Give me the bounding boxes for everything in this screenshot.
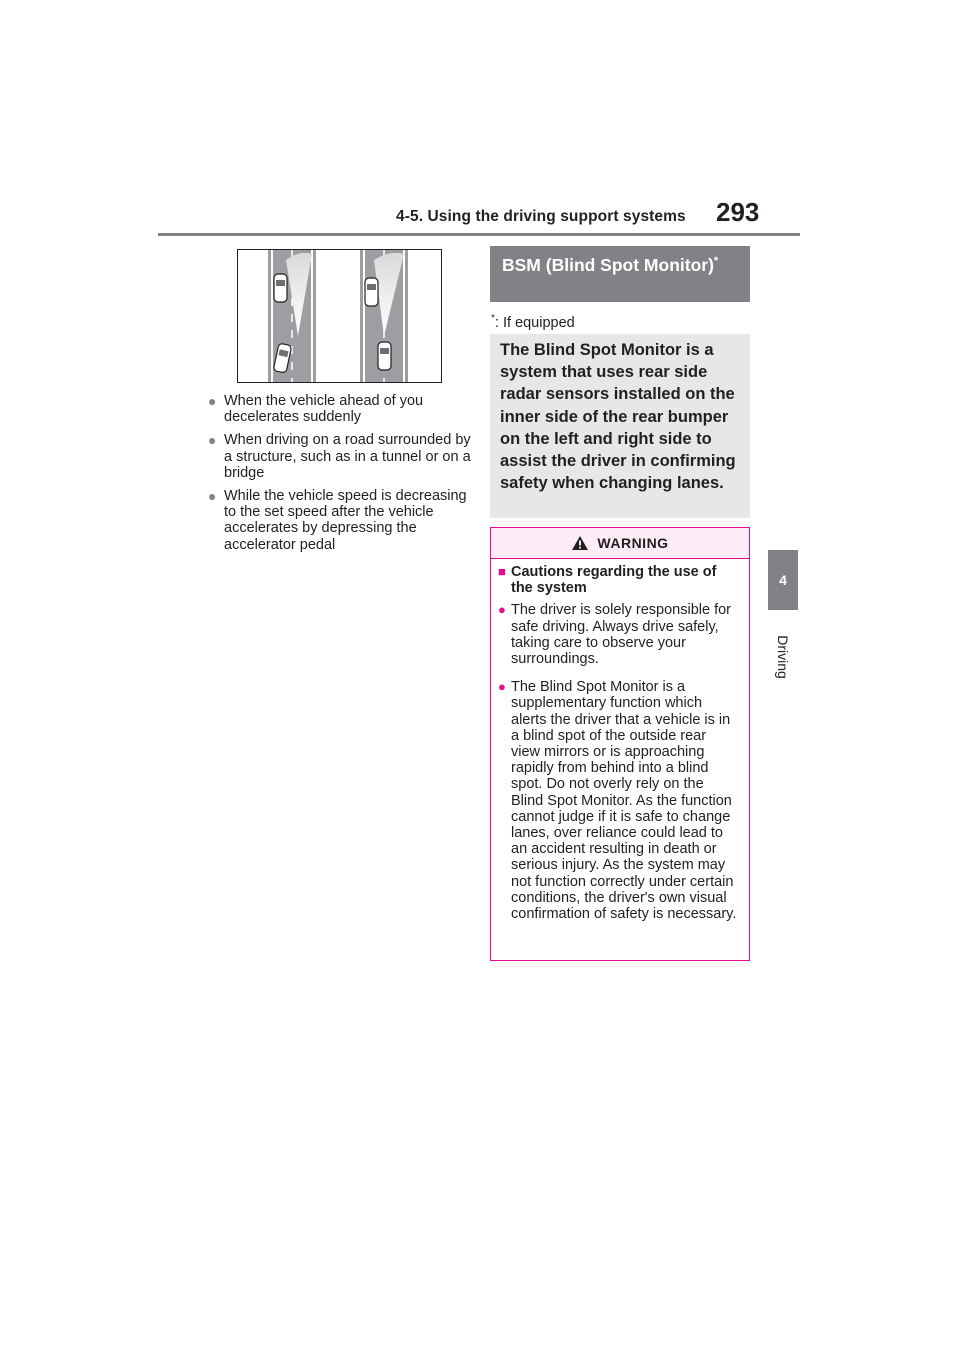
page-number: 293 bbox=[716, 197, 760, 227]
warning-subheading-text: Cautions regarding the use of the system bbox=[511, 564, 717, 597]
list-item-text: When the vehicle ahead of you decelerates suddenly bbox=[224, 393, 424, 426]
footnote-mark: * bbox=[491, 313, 495, 324]
bullet-icon: ● bbox=[498, 602, 506, 618]
list-item-text: When driving on a road surrounded by a structure, such as in a tunnel or on a bridge bbox=[224, 432, 471, 481]
footnote-text: : If equipped bbox=[494, 314, 575, 331]
car-ahead-right bbox=[365, 278, 378, 306]
chapter-tab bbox=[768, 550, 798, 610]
section-title: 4-5. Using the driving support systems bbox=[396, 208, 686, 225]
bullet-icon: ● bbox=[498, 679, 506, 695]
warning-body bbox=[491, 559, 749, 922]
car-ahead-left bbox=[274, 274, 287, 302]
warning-box bbox=[490, 527, 750, 961]
list-item bbox=[208, 488, 476, 553]
radar-illustration bbox=[237, 249, 442, 383]
intro-box bbox=[490, 334, 750, 518]
list-item-text: While the vehicle speed is decreasing to the set speed after the vehicle accelerates by depressing the accelerator pedal bbox=[224, 488, 467, 553]
warning-item-text: The driver is solely responsible for safe driving. Always drive safely, taking care to observe your surroundings. bbox=[511, 602, 732, 668]
condition-list bbox=[208, 393, 476, 560]
chapter-number: 4 bbox=[779, 572, 787, 588]
list-item bbox=[498, 679, 739, 922]
list-item bbox=[208, 432, 476, 481]
heading-text: BSM (Blind Spot Monitor) bbox=[502, 254, 714, 275]
list-item bbox=[208, 393, 476, 425]
warning-subheading bbox=[498, 564, 739, 596]
list-item bbox=[498, 602, 739, 667]
section-heading bbox=[490, 246, 750, 302]
road-illustration bbox=[238, 250, 441, 382]
warning-item-text: The Blind Spot Monitor is a supplementary function which alerts the driver that a vehicle is in a blind spot of the outside rear view mirrors or is approaching rapidly from behind into a blind spot. Do not overly rely on the Blind Spot Monitor. As the function cannot judge if it is safe to change lanes, over reliance could lead to an accident resulting in death or serious injury. As the system may not function correctly under certain conditions, the driver's own visual confirmation of safety is necessary. bbox=[511, 679, 737, 923]
square-bullet-icon: ■ bbox=[498, 564, 506, 579]
bullet-icon: ● bbox=[208, 432, 217, 449]
chapter-label: Driving bbox=[775, 635, 792, 679]
footnote bbox=[491, 313, 575, 331]
warning-triangle-icon bbox=[571, 535, 589, 551]
bullet-icon: ● bbox=[208, 488, 217, 505]
header-rule bbox=[158, 233, 800, 236]
car-behind-right bbox=[378, 342, 391, 370]
chapter-label-container bbox=[766, 622, 800, 692]
warning-title: WARNING bbox=[597, 535, 669, 551]
warning-header bbox=[491, 528, 749, 559]
heading-footnote-mark: * bbox=[713, 255, 719, 267]
intro-text: The Blind Spot Monitor is a system that uses rear side radar sensors installed on the inner side of the rear bumper on the left and right side to assist the driver in confirming safety when changing lanes. bbox=[500, 341, 736, 493]
bullet-icon: ● bbox=[208, 393, 217, 409]
